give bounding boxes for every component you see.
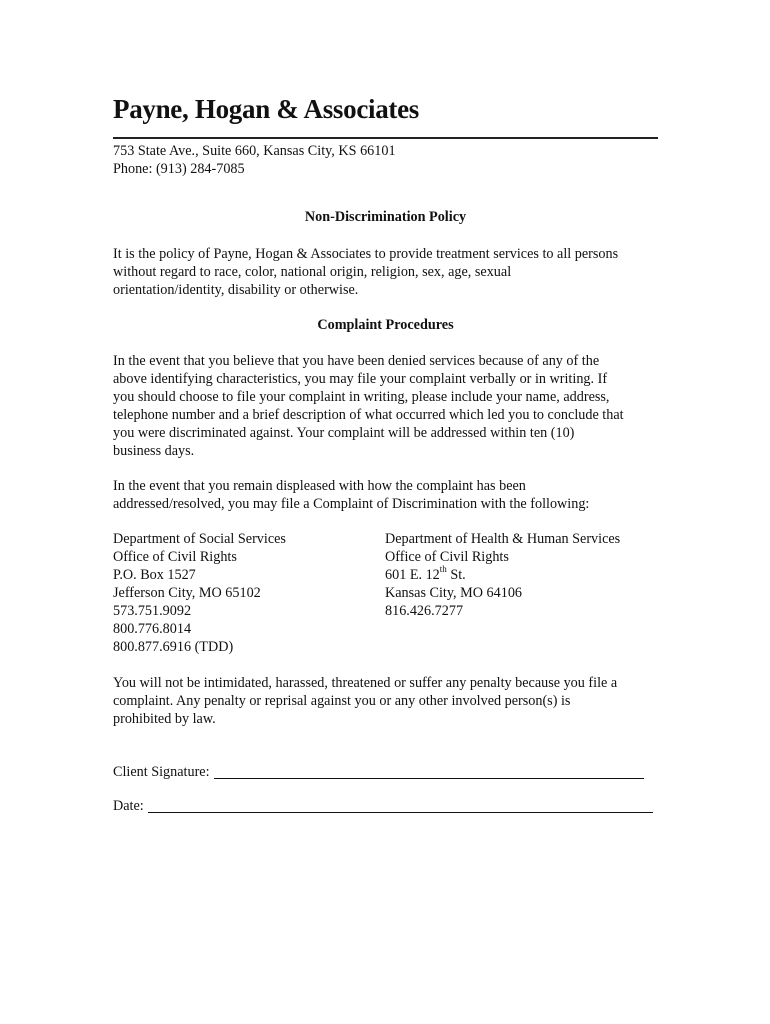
firm-contact-block [113,142,658,178]
agency-phone: 800.776.8014 [113,621,192,637]
firm-address: 753 State Ave., Suite 660, Kansas City, KS 66101 [113,143,396,159]
agency-city: Jefferson City, MO 65102 [113,585,261,601]
firm-phone: Phone: (913) 284-7085 [113,161,245,177]
policy-heading: Non-Discrimination Policy [304,209,467,225]
complaint-line: you were discriminated against. Your complaint will be addressed within ten (10) [113,425,575,441]
complaint-line: In the event that you remain displeased with how the complaint has been [113,478,526,494]
agency-phone: 573.751.9092 [113,603,192,619]
agency-tdd-phone: 800.877.6916 (TDD) [113,639,234,655]
complaint-line: business days. [113,443,195,459]
agency-dept: Department of Health & Human Services [385,531,621,547]
agency-address [385,566,658,584]
street-prefix: 601 E. 12 [385,567,440,583]
policy-paragraph [113,245,658,299]
complaint-paragraph-1 [113,352,658,460]
closing-line: complaint. Any penalty or reprisal against you or any other involved person(s) is [113,693,571,709]
complaint-line: you should choose to file your complaint in writing, please include your name, address, [113,389,610,405]
contact-social-services [113,530,373,656]
street-ordinal: th [439,564,447,575]
agency-address: P.O. Box 1527 [113,567,196,583]
street-suffix: St. [446,567,466,583]
complaint-line: above identifying characteristics, you may file your complaint verbally or in writing. If [113,371,608,387]
agency-office: Office of Civil Rights [113,549,237,565]
closing-paragraph [113,674,658,728]
date-label: Date: [113,798,144,814]
firm-name: Payne, Hogan & Associates [113,94,419,124]
contact-health-human-services [385,530,658,620]
complaint-paragraph-2 [113,477,658,513]
date-row [113,797,658,815]
agency-dept: Department of Social Services [113,531,286,547]
client-signature-row [113,763,658,781]
complaint-line: telephone number and a brief description of what occurred which led you to conclude that [113,407,624,423]
complaint-heading: Complaint Procedures [317,317,454,333]
date-field[interactable] [148,797,653,813]
complaint-line: addressed/resolved, you may file a Complaint of Discrimination with the following: [113,496,590,512]
contact-agencies [113,530,658,660]
closing-line: prohibited by law. [113,711,216,727]
agency-city: Kansas City, MO 64106 [385,585,523,601]
complaint-line: In the event that you believe that you have been denied services because of any of the [113,353,600,369]
agency-phone: 816.426.7277 [385,603,464,619]
header-rule [113,137,658,139]
agency-office: Office of Civil Rights [385,549,509,565]
client-signature-label: Client Signature: [113,764,210,780]
closing-line: You will not be intimidated, harassed, threatened or suffer any penalty because you file a [113,675,618,691]
policy-line: It is the policy of Payne, Hogan & Associates to provide treatment services to all persons [113,246,619,262]
client-signature-field[interactable] [214,763,644,779]
document-page [113,0,658,1024]
policy-line: without regard to race, color, national origin, religion, sex, age, sexual [113,264,512,280]
policy-line: orientation/identity, disability or otherwise. [113,282,359,298]
